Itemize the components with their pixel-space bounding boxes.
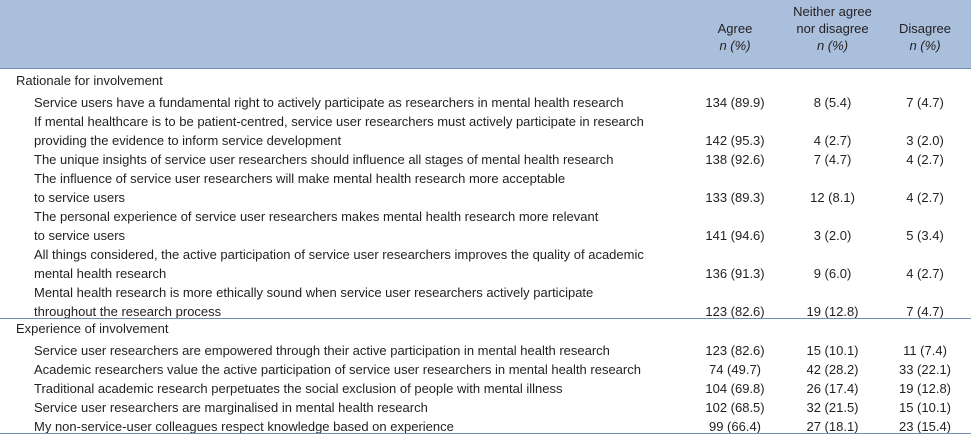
table-row xyxy=(0,207,971,245)
col-header-agree-unit: n (%) xyxy=(719,38,751,53)
cell-disagree: 4 (2.7) xyxy=(906,152,944,167)
cell-disagree: 3 (2.0) xyxy=(906,133,944,148)
statement-line: Academic researchers value the active participation of service user researchers in mental health research xyxy=(34,362,641,377)
col-header-neither xyxy=(775,3,890,54)
cell-disagree: 15 (10.1) xyxy=(898,400,952,415)
cell-neither: 32 (21.5) xyxy=(806,400,859,415)
table-row xyxy=(0,360,971,379)
cell-agree: 123 (82.6) xyxy=(705,304,765,319)
cell-neither: 7 (4.7) xyxy=(813,152,852,167)
cell-neither: 12 (8.1) xyxy=(810,190,855,205)
col-header-neither-label-2: nor disagree xyxy=(796,21,869,36)
col-header-disagree xyxy=(885,20,965,54)
table-row xyxy=(0,245,971,283)
statement xyxy=(34,341,674,360)
cell-neither: 27 (18.1) xyxy=(806,419,859,434)
statement-line: mental health research xyxy=(34,266,167,281)
table-row xyxy=(0,379,971,398)
cell-neither: 4 (2.7) xyxy=(813,133,852,148)
cell-agree: 74 (49.7) xyxy=(708,362,762,377)
statement-line: Service user researchers are marginalised in mental health research xyxy=(34,400,428,415)
table-row xyxy=(0,398,971,417)
cell-neither: 9 (6.0) xyxy=(813,266,852,281)
cell-neither: 26 (17.4) xyxy=(806,381,859,396)
statement xyxy=(34,398,674,417)
table-bottom-rule xyxy=(0,433,971,434)
statement-line: Traditional academic research perpetuates the social exclusion of people with mental illness xyxy=(34,381,563,396)
statement xyxy=(34,245,674,283)
statement-line: All things considered, the active participation of service user researchers improves the quality of academic xyxy=(34,247,644,262)
cell-agree: 142 (95.3) xyxy=(705,133,765,148)
cell-neither: 42 (28.2) xyxy=(806,362,859,377)
cell-disagree: 4 (2.7) xyxy=(906,266,944,281)
table-row xyxy=(0,93,971,112)
table-row xyxy=(0,341,971,360)
statement xyxy=(34,379,674,398)
cell-disagree: 19 (12.8) xyxy=(898,381,952,396)
cell-agree: 133 (89.3) xyxy=(705,190,765,205)
cell-disagree: 7 (4.7) xyxy=(906,95,944,110)
section-title: Rationale for involvement xyxy=(16,73,163,88)
cell-agree: 136 (91.3) xyxy=(705,266,765,281)
table-row xyxy=(0,150,971,169)
cell-disagree: 11 (7.4) xyxy=(903,343,947,358)
statement-line: throughout the research process xyxy=(34,304,222,319)
statement xyxy=(34,169,674,207)
col-header-agree-label: Agree xyxy=(717,21,753,36)
col-header-disagree-unit: n (%) xyxy=(909,38,941,53)
cell-neither: 19 (12.8) xyxy=(806,304,859,319)
cell-disagree: 4 (2.7) xyxy=(906,190,944,205)
table-row xyxy=(0,112,971,150)
statement-line: The influence of service user researchers will make mental health research more acceptable xyxy=(34,171,566,186)
statement xyxy=(34,283,674,321)
cell-agree: 138 (92.6) xyxy=(705,152,765,167)
cell-agree: 102 (68.5) xyxy=(705,400,765,415)
cell-agree: 99 (66.4) xyxy=(708,419,762,434)
cell-neither: 8 (5.4) xyxy=(813,95,852,110)
statement-line: If mental healthcare is to be patient-centred, service user researchers must actively participate in research xyxy=(34,114,644,129)
statement-line: The personal experience of service user researchers makes mental health research more relevant xyxy=(34,209,599,224)
col-header-neither-label-1: Neither agree xyxy=(793,4,872,19)
cell-neither: 15 (10.1) xyxy=(806,343,859,358)
cell-agree: 134 (89.9) xyxy=(705,95,765,110)
cell-disagree: 7 (4.7) xyxy=(906,304,944,319)
statement xyxy=(34,150,674,169)
table-row xyxy=(0,283,971,321)
statement-line: Service user researchers are empowered through their active participation in mental health research xyxy=(34,343,610,358)
cell-agree: 141 (94.6) xyxy=(705,228,765,243)
statement-line: Mental health research is more ethically sound when service user researchers actively participate xyxy=(34,285,594,300)
statement-line: to service users xyxy=(34,190,126,205)
col-header-neither-unit: n (%) xyxy=(816,38,849,53)
statement xyxy=(34,360,674,379)
section-title: Experience of involvement xyxy=(16,321,169,336)
statement xyxy=(34,93,674,112)
statement-line: The unique insights of service user researchers should influence all stages of mental health research xyxy=(34,152,614,167)
cell-agree: 123 (82.6) xyxy=(705,343,765,358)
table-header xyxy=(0,0,971,69)
cell-disagree: 33 (22.1) xyxy=(898,362,952,377)
statement xyxy=(34,112,674,150)
cell-neither: 3 (2.0) xyxy=(813,228,852,243)
cell-disagree: 23 (15.4) xyxy=(898,419,952,434)
col-header-agree xyxy=(690,20,780,54)
col-header-disagree-label: Disagree xyxy=(898,21,952,36)
cell-disagree: 5 (3.4) xyxy=(906,228,944,243)
statement-line: Service users have a fundamental right to actively participate as researchers in mental health research xyxy=(34,95,624,110)
cell-agree: 104 (69.8) xyxy=(705,381,765,396)
statement-line: providing the evidence to inform service development xyxy=(34,133,342,148)
section-divider xyxy=(0,318,971,319)
table-row xyxy=(0,169,971,207)
statement-line: My non-service-user colleagues respect knowledge based on experience xyxy=(34,419,454,434)
statement xyxy=(34,207,674,245)
statement-line: to service users xyxy=(34,228,126,243)
